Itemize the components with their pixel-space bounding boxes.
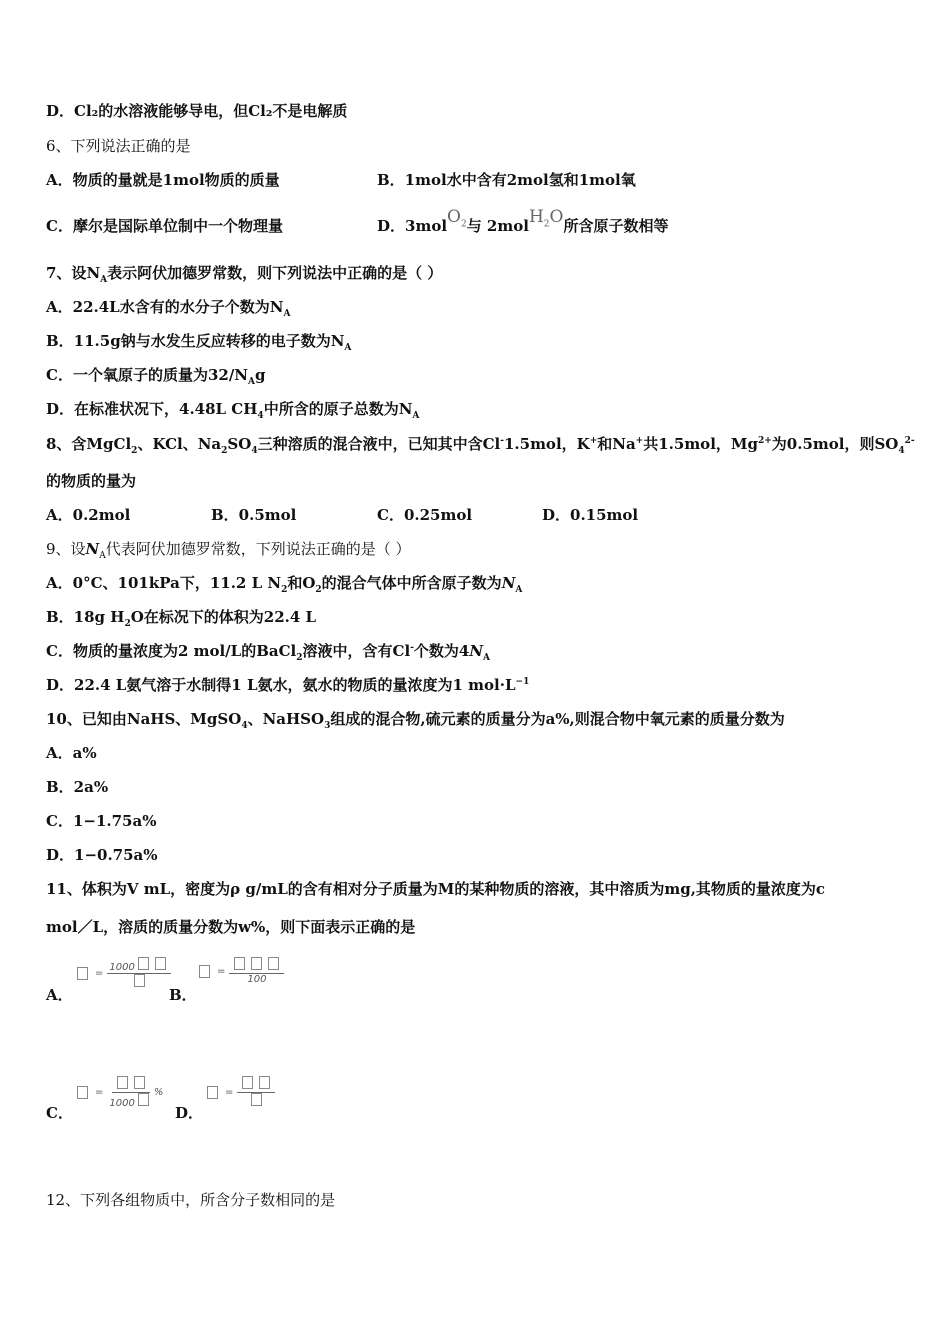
q11-formula-d: = bbox=[204, 1076, 275, 1109]
q12-stem: 12、下列各组物质中，所含分子数相同的是 bbox=[46, 1191, 336, 1209]
q11-formula-c: = 1000 % bbox=[74, 1076, 163, 1109]
prev-option-d: D．Cl₂的水溶液能够导电，但Cl₂不是电解质 bbox=[46, 102, 348, 120]
q9-stem: 9、设$N_A$代表阿伏加德罗常数，下列说法正确的是（ ） bbox=[46, 540, 411, 561]
q7-stem: 7、设$N_A$表示阿伏加德罗常数，则下列说法中正确的是（ ） bbox=[46, 264, 443, 285]
q7-option-c: C．一个氧原子的质量为$32/N_Ag$ bbox=[46, 366, 266, 387]
q9-option-d: D．22.4 L氨气溶于水制得1 L氨水，氨水的物质的量浓度为1 $mol\cdot L^{-1}$ bbox=[46, 676, 530, 694]
q6-option-d: D．3molO$_2$与 2molH$_2$O所含原子数相等 bbox=[377, 207, 669, 235]
q6-stem: 6、下列说法正确的是 bbox=[46, 137, 191, 155]
q8-option-c: C．0.25mol bbox=[377, 506, 473, 524]
q11-option-b: B． bbox=[169, 986, 197, 1004]
q7-option-b: B．11.5g钠与水发生反应转移的电子数为$N_A$ bbox=[46, 332, 352, 353]
q10-stem: 10、已知由NaHS、MgSO$_4$、NaHSO$_3$组成的混合物,硫元素的质量分为a%,则混合物中氧元素的质量分数为 bbox=[46, 710, 785, 731]
q8-option-b: B．0.5mol bbox=[211, 506, 297, 524]
q11-formula-a: = 1000 bbox=[74, 957, 171, 990]
q11-stem: 11、体积为V mL，密度为ρ g/mL的含有相对分子质量为M的某种物质的溶液，其中溶质为mg,其物质的量浓度为c bbox=[46, 880, 826, 898]
q8-stem-line2: 的物质的量为 bbox=[46, 472, 137, 490]
q9-option-c: C．物质的量浓度为2 mol/L的BaCl$_2$溶液中，含有Cl-个数为$4N_A$ bbox=[46, 642, 491, 663]
q11-option-d: D． bbox=[175, 1104, 204, 1122]
q10-option-d: D．1−0.75a% bbox=[46, 846, 158, 864]
q11-option-a: A． bbox=[46, 986, 73, 1004]
q11-formula-b: = 100 bbox=[196, 957, 284, 985]
q10-option-c: C．1−1.75a% bbox=[46, 812, 157, 830]
q8-stem: 8、含MgCl$_2$、KCl、$Na_2SO_4$三种溶质的混合液中，已知其中含Cl-1.5mol，K+和Na+共1.5mol，$Mg^{2+}$为0.5mol，则$SO_4^{2-}$ bbox=[46, 435, 915, 456]
q11-option-c: C． bbox=[46, 1104, 73, 1122]
q7-option-a: A．22.4L水含有的水分子个数为$N_A$ bbox=[46, 298, 291, 319]
q6-option-a: A．物质的量就是1mol物质的质量 bbox=[46, 171, 280, 189]
q11-stem-line2: mol／L，溶质的质量分数为w%，则下面表示正确的是 bbox=[46, 918, 416, 936]
q8-option-d: D．0.15mol bbox=[542, 506, 639, 524]
q9-option-b: B．18g $H_2O$在标况下的体积为22.4 L bbox=[46, 608, 317, 629]
q10-option-b: B．2a% bbox=[46, 778, 109, 796]
q8-option-a: A．0.2mol bbox=[46, 506, 131, 524]
q10-option-a: A．a% bbox=[46, 744, 97, 762]
q6-option-c: C．摩尔是国际单位制中一个物理量 bbox=[46, 217, 283, 235]
q7-option-d: D．在标准状况下，4.48L $CH_4$中所含的原子总数为$N_A$ bbox=[46, 400, 420, 421]
q6-option-b: B．1mol水中含有2mol氢和1mol氧 bbox=[377, 171, 636, 189]
q9-option-a: A．0°C、101kPa下，11.2 L $N_2$和$O_2$的混合气体中所含原子数为$N_A$ bbox=[46, 574, 523, 595]
